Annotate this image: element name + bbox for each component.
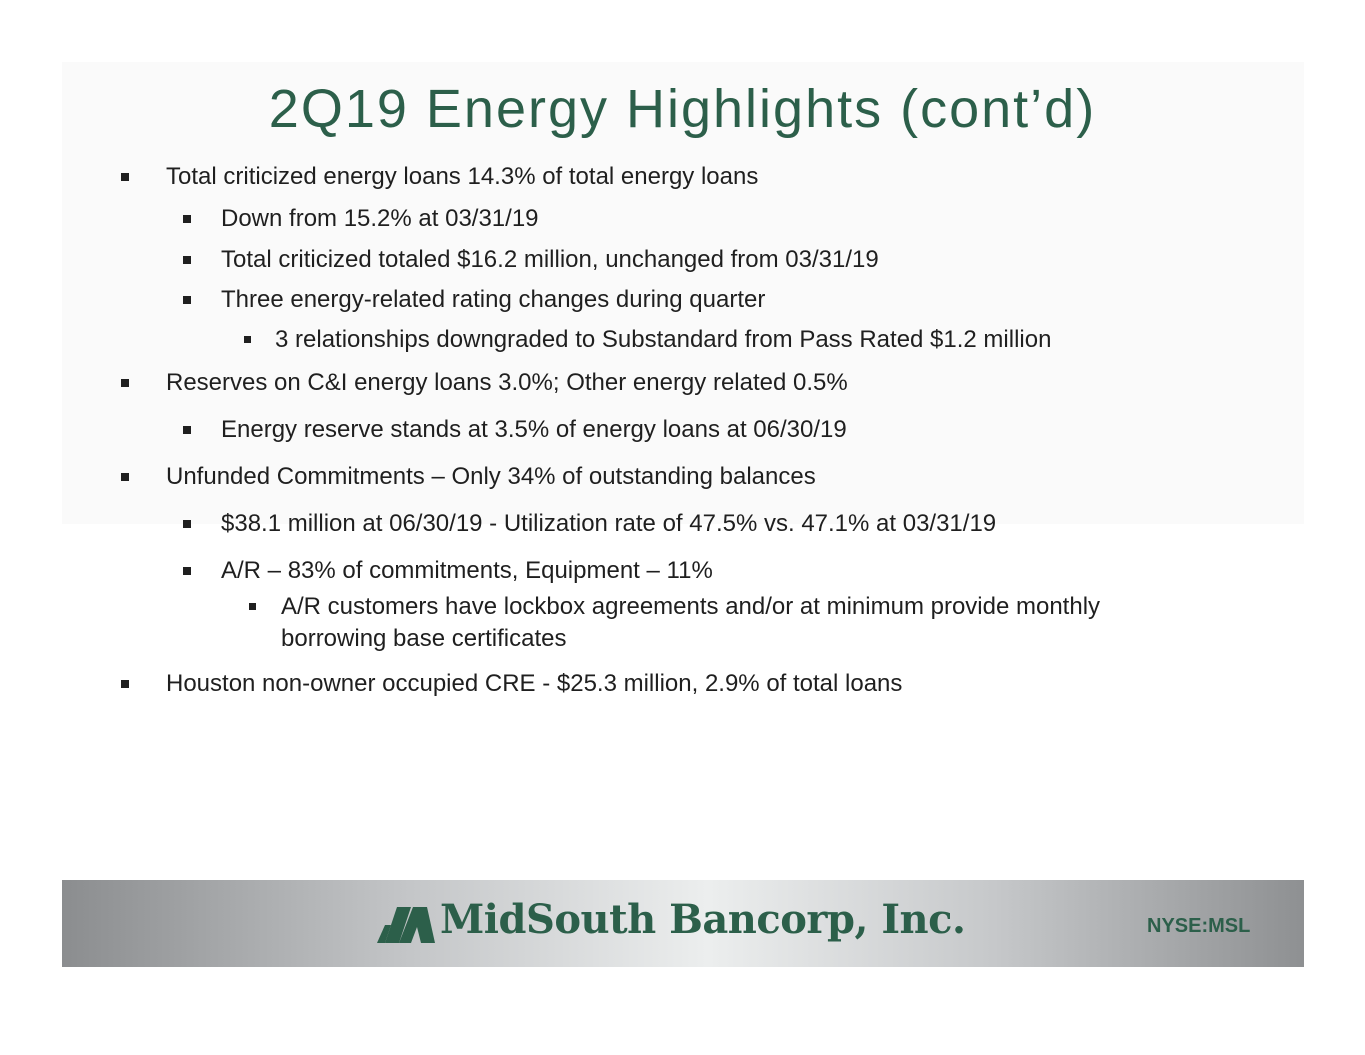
square-bullet-icon [121, 680, 129, 688]
stock-ticker: NYSE:MSL [1147, 915, 1251, 937]
bullet-reserves: Reserves on C&I energy loans 3.0%; Other energy related 0.5% [166, 369, 848, 396]
bullet-unfunded-commitments: Unfunded Commitments – Only 34% of outstanding balances [166, 463, 816, 490]
square-bullet-icon [244, 336, 251, 343]
bullet-ar-lockbox: A/R customers have lockbox agreements and/or at minimum provide monthly [281, 593, 1101, 620]
midsouth-logo-icon [377, 907, 435, 943]
bullet-energy-reserve: Energy reserve stands at 3.5% of energy loans at 06/30/19 [221, 416, 847, 443]
square-bullet-icon [121, 379, 129, 387]
bullet-down-from: Down from 15.2% at 03/31/19 [221, 205, 539, 232]
square-bullet-icon [183, 520, 191, 528]
square-bullet-icon [183, 426, 191, 434]
square-bullet-icon [183, 256, 191, 264]
square-bullet-icon [183, 567, 191, 575]
slide-title: 2Q19 Energy Highlights (cont’d) [268, 79, 1097, 139]
bullet-relationships-downgraded: 3 relationships downgraded to Substandard from Pass Rated $1.2 million [275, 326, 1052, 353]
square-bullet-icon [249, 603, 256, 610]
square-bullet-icon [121, 173, 129, 181]
bullet-utilization-rate: $38.1 million at 06/30/19 - Utilization rate of 47.5% vs. 47.1% at 03/31/19 [221, 510, 997, 537]
bullet-rating-changes: Three energy-related rating changes during quarter [221, 286, 766, 313]
bullet-criticized-loans: Total criticized energy loans 14.3% of total energy loans [166, 163, 759, 190]
footer-banner [62, 880, 1304, 967]
bullet-ar-commitments: A/R – 83% of commitments, Equipment – 11% [221, 557, 713, 584]
bullet-ar-lockbox-continued: borrowing base certificates [281, 625, 567, 652]
bullet-houston-cre: Houston non-owner occupied CRE - $25.3 million, 2.9% of total loans [166, 670, 903, 697]
square-bullet-icon [121, 473, 129, 481]
square-bullet-icon [183, 296, 191, 304]
square-bullet-icon [183, 215, 191, 223]
company-name: MidSouth Bancorp, Inc. [440, 896, 966, 943]
bullet-criticized-total: Total criticized totaled $16.2 million, unchanged from 03/31/19 [221, 246, 879, 273]
